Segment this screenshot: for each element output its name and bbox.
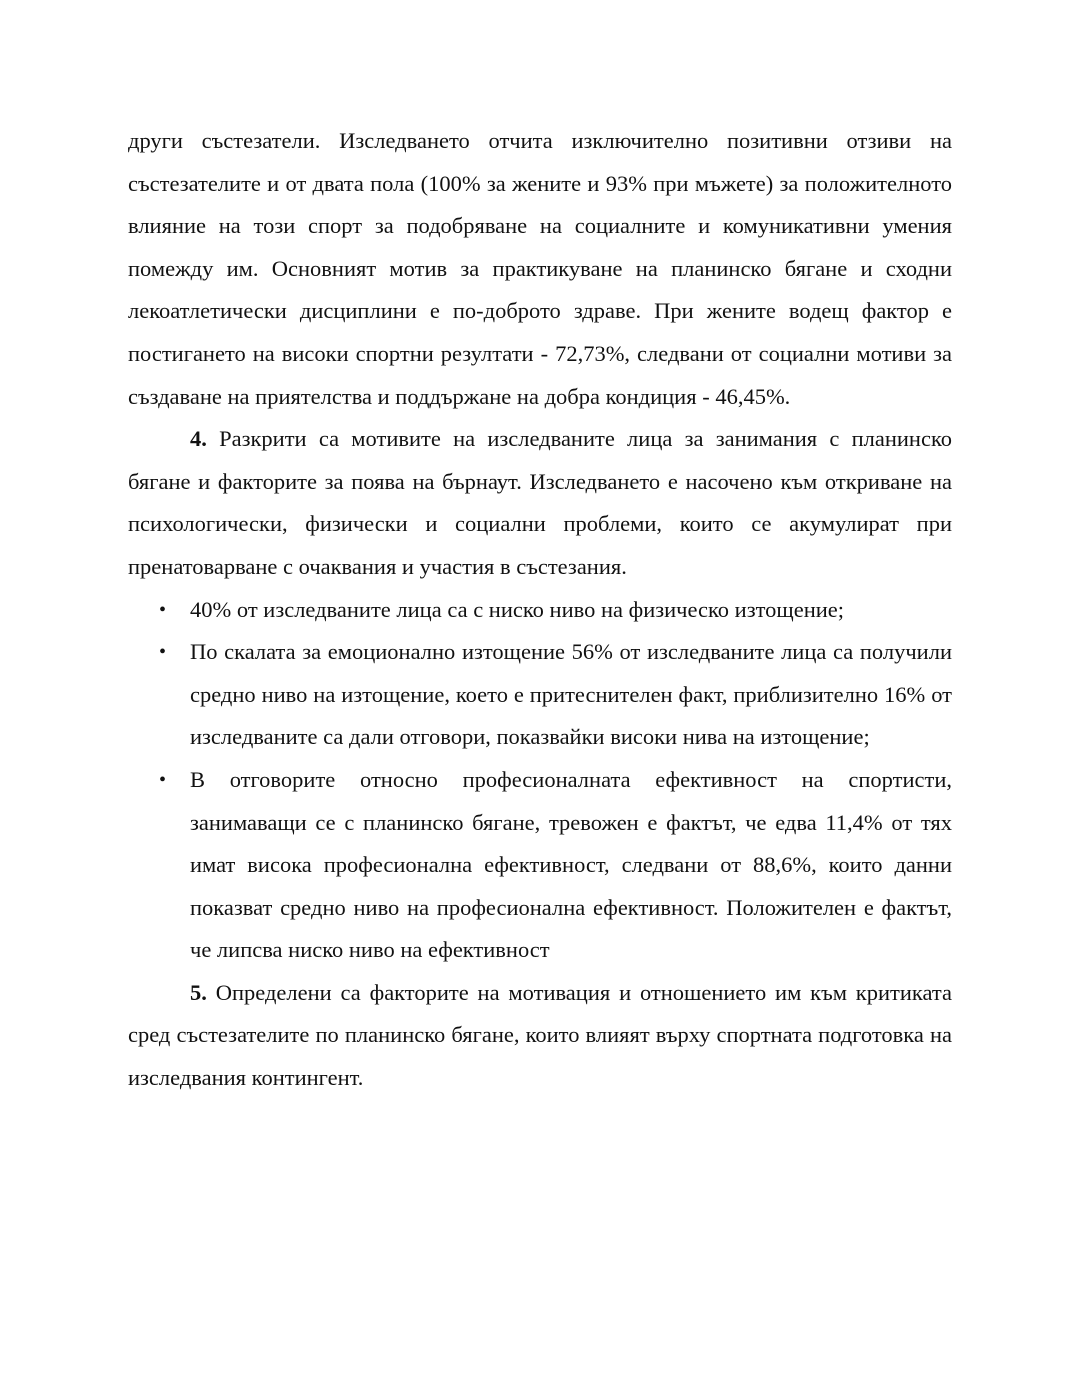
bullet-item-3 <box>128 759 952 972</box>
paragraph-intro-text: други състезатели. Изследването отчита изключително позитивни отзиви на състезателите и от двата пола (100% за жените и 93% при мъжете) за положителното влияние на този спорт за подобряване на социалните и комуникативни умения помежду им. Основният мотив за практикуване на планинско бягане и сходни лекоатлетически дисциплини е по-доброто здраве. При жените водещ фактор е постигането на високи спортни резултати - 72,73%, следвани от социални мотиви за създаване на приятелства и поддържане на добра кондиция - 46,45%. <box>128 128 952 409</box>
bullet-item-2 <box>128 631 952 759</box>
bullet-item-1-text: 40% от изследваните лица са с ниско ниво на физическо изтощение; <box>190 596 845 622</box>
bullet-list <box>128 589 952 972</box>
point-5-number: 5. <box>190 979 207 1005</box>
document-page <box>128 120 952 1100</box>
bullet-icon: • <box>159 768 167 791</box>
bullet-icon: • <box>159 598 167 621</box>
paragraph-point-5 <box>128 972 952 1100</box>
bullet-icon: • <box>159 641 167 664</box>
paragraph-intro <box>128 120 952 418</box>
point-4-text: Разкрити са мотивите на изследваните лица за занимания с планинско бягане и факторите за поява на бърнаут. Изследването е насочено към откриване на психологически, физически и социални проблеми, които се акумулират при пренатоварване с очаквания и участия в състезания. <box>128 426 952 579</box>
bullet-item-2-text: По скалата за емоционално изтощение 56% от изследваните лица са получили средно ниво на изтощение, което е притеснителен факт, приблизително 16% от изследваните са дали отговори, показвайки високи нива на изтощение; <box>190 639 952 750</box>
point-4-number: 4. <box>190 426 207 452</box>
point-5-text: Определени са факторите на мотивация и отношението им към критиката сред състезателите по планинско бягане, които влияят върху спортната подготовка на изследвания контингент. <box>128 979 952 1091</box>
bullet-item-1 <box>128 589 952 632</box>
paragraph-point-4 <box>128 418 952 588</box>
bullet-item-3-text: В отговорите относно професионалната ефективност на спортисти, занимаващи се с планинско бягане, тревожен е фактът, че едва 11,4% от тях имат висока професионална ефективност, следвани от 88,6%, които данни показват средно ниво на професионална ефективност. Положителен е фактът, че липсва ниско ниво на ефективност <box>190 766 952 963</box>
